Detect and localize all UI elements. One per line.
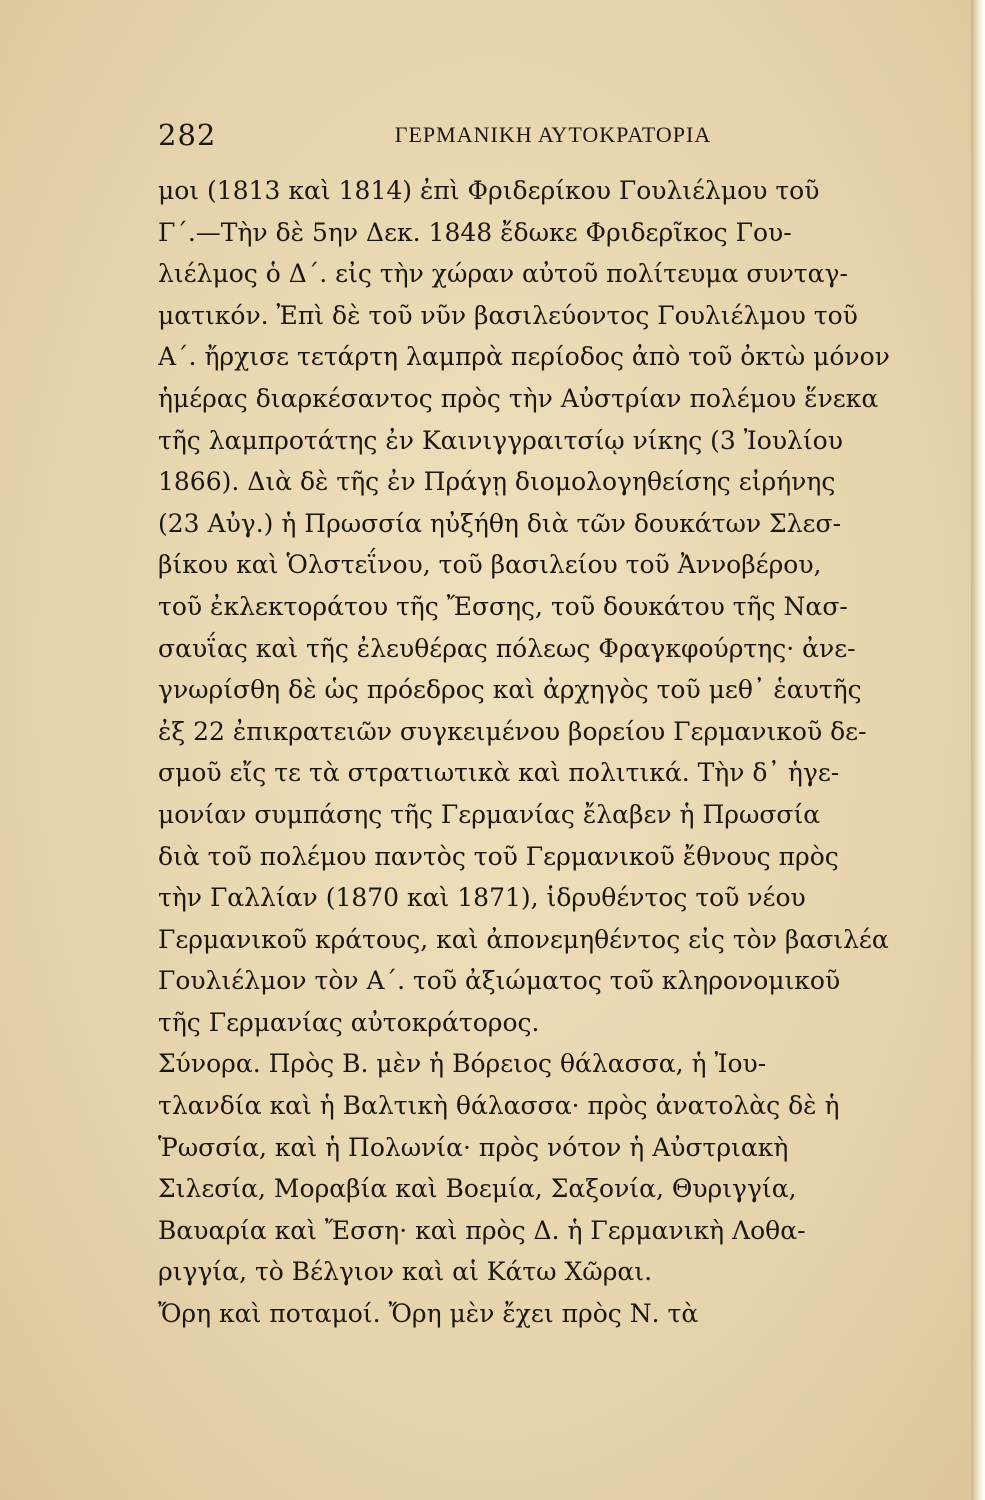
- page-number: 282: [158, 118, 217, 152]
- text-line: τλανδία καὶ ἡ Βαλτικὴ θάλασσα· πρὸς ἀνατολὰς δὲ ἡ: [158, 1091, 840, 1121]
- text-line: ἡμέρας διαρκέσαντος πρὸς τὴν Αὐστρίαν πολέμου ἕνεκα: [158, 383, 879, 413]
- text-line: Γερμανικοῦ κράτους, καὶ ἀπονεμηθέντος εἰς τὸν βασιλέα: [158, 924, 889, 954]
- text-line: τὴν Γαλλίαν (1870 καὶ 1871), ἱδρυθέντος τοῦ νέου: [158, 883, 806, 913]
- text-line: Γουλιέλμον τὸν Α΄. τοῦ ἀξιώματος τοῦ κληρονομικοῦ: [158, 966, 841, 996]
- text-line: μοι (1813 καὶ 1814) ἐπὶ Φριδερίκου Γουλιέλμου τοῦ: [158, 176, 820, 205]
- page-header: [158, 118, 898, 158]
- text-line: λιέλμος ὁ Δ΄. εἰς τὴν χώραν αὐτοῦ πολίτευμα συνταγ-: [158, 259, 848, 289]
- text-line: Γ΄.—Τὴν δὲ 5ην Δεκ. 1848 ἔδωκε Φριδερῖκος Γου-: [158, 217, 792, 247]
- text-line: τῆς λαμπροτάτης ἐν Καινιγγραιτσίῳ νίκης (3 Ἰουλίου: [158, 425, 843, 455]
- text-line: (23 Αὐγ.) ἡ Πρωσσία ηὐξήθη διὰ τῶν δουκάτων Σλεσ-: [158, 508, 842, 538]
- text-line: μονίαν συμπάσης τῆς Γερμανίας ἔλαβεν ἡ Πρωσσία: [158, 799, 821, 829]
- text-line: τῆς Γερμανίας αὐτοκράτορος.: [158, 1007, 540, 1037]
- text-line: ματικόν. Ἐπὶ δὲ τοῦ νῦν βασιλεύοντος Γουλιέλμου τοῦ: [158, 300, 858, 330]
- section-heading-line: Ὄρη καὶ ποταμοί. Ὄρη μὲν ἔχει πρὸς Ν. τὰ: [158, 1299, 699, 1329]
- body-text: [158, 170, 898, 1335]
- text-line: σαυΐας καὶ τῆς ἐλευθέρας πόλεως Φραγκφούρτης· ἀνε-: [158, 633, 856, 663]
- text-line: 1866). Διὰ δὲ τῆς ἐν Πράγῃ διομολογηθείσης εἰρήνης: [158, 467, 836, 497]
- text-line: Σιλεσία, Μοραβία καὶ Βοεμία, Σαξονία, Θυριγγία,: [158, 1174, 797, 1204]
- text-line: ἐξ 22 ἐπικρατειῶν συγκειμένου βορείου Γερμανικοῦ δε-: [158, 716, 867, 746]
- text-line: σμοῦ εἴς τε τὰ στρατιωτικὰ καὶ πολιτικά. Τὴν δ᾽ ἡγε-: [158, 758, 840, 788]
- text-line: Βαυαρία καὶ Ἔσση· καὶ πρὸς Δ. ἡ Γερμανικὴ Λοθα-: [158, 1215, 806, 1245]
- text-line: Ῥωσσία, καὶ ἡ Πολωνία· πρὸς νότον ἡ Αὐστριακὴ: [158, 1132, 789, 1162]
- text-line: Α΄. ἤρχισε τετάρτη λαμπρὰ περίοδος ἀπὸ τοῦ ὀκτὼ μόνον: [158, 342, 890, 372]
- text-line: βίκου καὶ Ὁλστεΐνου, τοῦ βασιλείου τοῦ Ἀννοβέρου,: [158, 550, 822, 580]
- text-line: διὰ τοῦ πολέμου παντὸς τοῦ Γερμανικοῦ ἔθνους πρὸς: [158, 841, 839, 871]
- section-heading-line: Σύνορα. Πρὸς Β. μὲν ἡ Βόρειος θάλασσα, ἡ Ἰου-: [158, 1049, 767, 1079]
- text-line: ριγγία, τὸ Βέλγιον καὶ αἱ Κάτω Χῶραι.: [158, 1257, 653, 1287]
- page-edge: [971, 0, 985, 1500]
- text-line: γνωρίσθη δὲ ὡς πρόεδρος καὶ ἀρχηγὸς τοῦ μεθ᾽ ἑαυτῆς: [158, 675, 862, 705]
- text-line: τοῦ ἐκλεκτοράτου τῆς Ἔσσης, τοῦ δουκάτου τῆς Νασ-: [158, 591, 848, 621]
- running-title: ΓΕΡΜΑΝΙΚΗ ΑΥΤΟΚΡΑΤΟΡΙΑ: [394, 122, 712, 147]
